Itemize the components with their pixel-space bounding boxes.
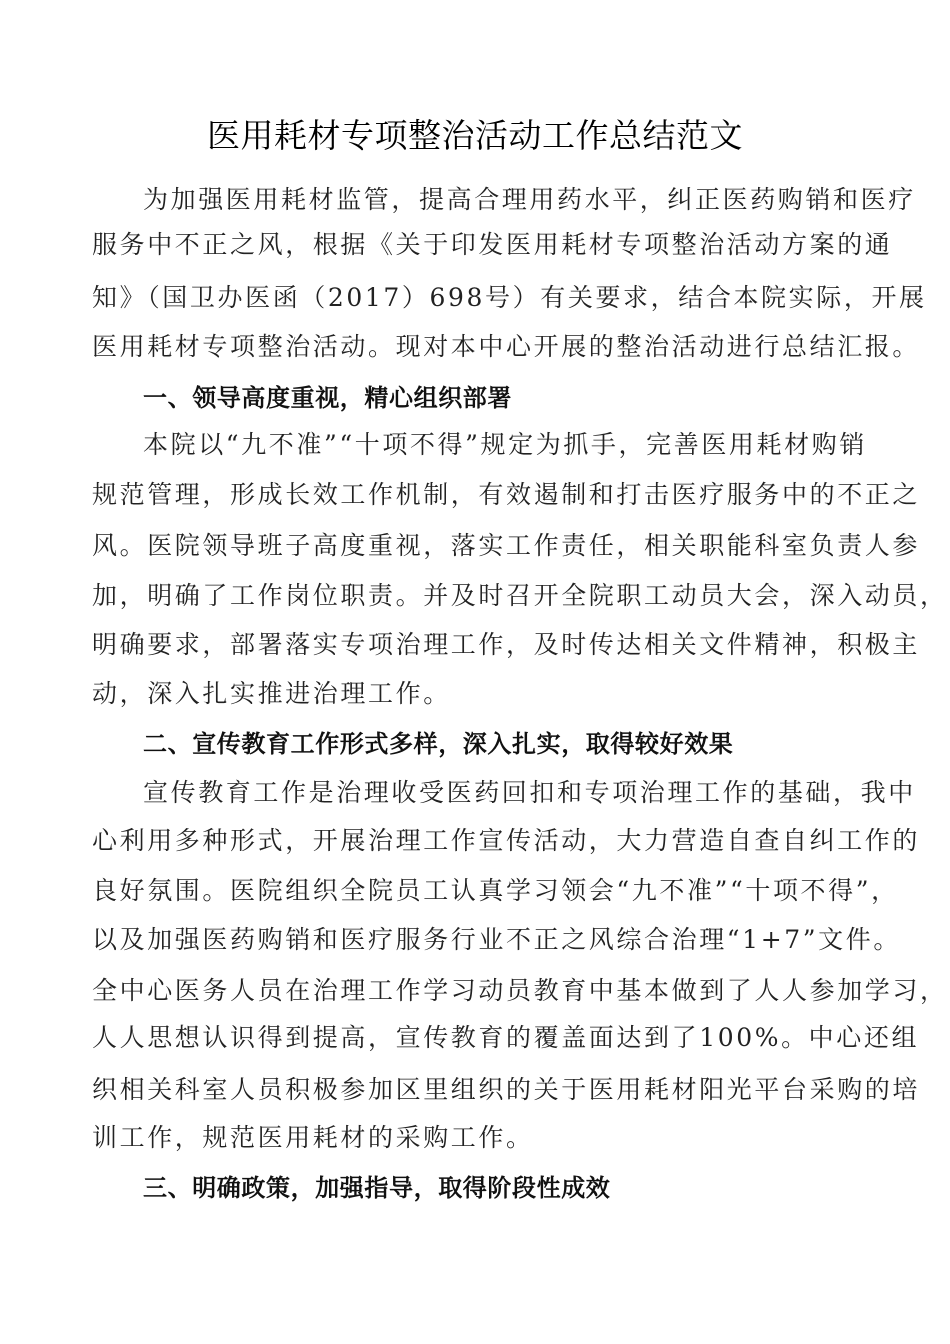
intro-line: 服务中不正之风，根据《关于印发医用耗材专项整治活动方案的通 <box>92 230 893 259</box>
intro-line: 为加强医用耗材监管，提高合理用药水平，纠正医药购销和医疗 <box>143 185 916 214</box>
section-2-line: 人人思想认识得到提高，宣传教育的覆盖面达到了100%。中心还组 <box>92 1023 920 1052</box>
section-2-line: 良好氛围。医院组织全院员工认真学习领会“九不准”“十项不得”， <box>92 876 899 905</box>
section-heading-3: 三、明确政策，加强指导，取得阶段性成效 <box>143 1174 611 1202</box>
document-title: 医用耗材专项整治活动工作总结范文 <box>207 116 743 155</box>
section-1-line: 风。医院领导班子高度重视，落实工作责任，相关职能科室负责人参 <box>92 531 921 560</box>
section-2-line: 织相关科室人员积极参加区里组织的关于医用耗材阳光平台采购的培 <box>92 1075 921 1104</box>
section-2-line: 以及加强医药购销和医疗服务行业不正之风综合治理“1+7”文件。 <box>92 925 901 954</box>
intro-line: 医用耗材专项整治活动。现对本中心开展的整治活动进行总结汇报。 <box>92 332 921 361</box>
section-2-line: 训工作，规范医用耗材的采购工作。 <box>92 1123 534 1152</box>
section-heading-2: 二、宣传教育工作形式多样，深入扎实，取得较好效果 <box>143 730 734 758</box>
section-1-line: 明确要求，部署落实专项治理工作，及时传达相关文件精神，积极主 <box>92 630 921 659</box>
section-2-line: 全中心医务人员在治理工作学习动员教育中基本做到了人人参加学习， <box>92 976 948 1005</box>
section-1-line: 加，明确了工作岗位职责。并及时召开全院职工动员大会，深入动员， <box>92 581 948 610</box>
section-1-line: 规范管理，形成长效工作机制，有效遏制和打击医疗服务中的不正之 <box>92 480 921 509</box>
section-1-line: 本院以“九不准”“十项不得”规定为抓手，完善医用耗材购销 <box>143 430 867 459</box>
section-1-line: 动，深入扎实推进治理工作。 <box>92 679 451 708</box>
section-2-line: 宣传教育工作是治理收受医药回扣和专项治理工作的基础，我中 <box>143 778 916 807</box>
section-heading-1: 一、领导高度重视，精心组织部署 <box>143 384 512 412</box>
intro-line: 知》（国卫办医函（2017）698号）有关要求，结合本院实际，开展 <box>92 283 927 312</box>
section-2-line: 心利用多种形式，开展治理工作宣传活动，大力营造自查自纠工作的 <box>92 826 921 855</box>
